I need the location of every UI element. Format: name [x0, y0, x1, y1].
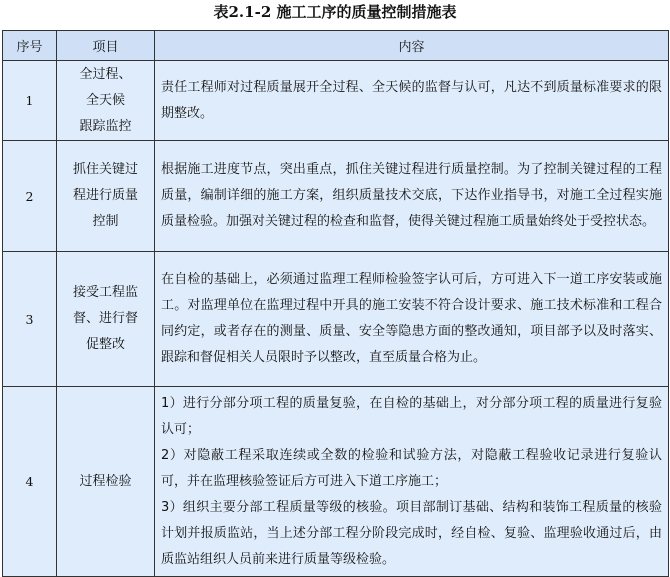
item-line: 过程检验 — [79, 473, 132, 489]
table-row — [3, 141, 669, 252]
row-item — [57, 141, 155, 252]
item-line: 跟踪监控 — [79, 118, 132, 134]
table-row — [3, 252, 669, 387]
row-content — [155, 252, 669, 387]
content-paragraph: 责任工程师对过程质量展开全过程、全天候的监督与认可，凡达不到质量标准要求的限期整改。 — [161, 79, 662, 121]
row-number: 2 — [3, 141, 57, 252]
item-line: 促整改 — [85, 337, 125, 352]
header-no: 序号 — [3, 31, 57, 61]
row-item — [57, 387, 155, 577]
table-row — [3, 387, 669, 577]
item-line: 接受工程监 — [72, 285, 138, 300]
item-line: 全天候 — [85, 92, 125, 108]
item-line: 控制 — [92, 214, 119, 229]
row-item — [57, 252, 155, 387]
row-number: 1 — [3, 61, 57, 141]
row-content — [155, 61, 669, 141]
content-paragraph: 3）组织主要分部工程质量等级的核验。项目部制订基础、结构和装饰工程质量的核验计划并报质监站，当上述分部工程分阶段完成时，经自检、复验、监理验收通过后，由质监站组织人员前来进行质量等级检验。 — [161, 499, 662, 567]
item-line: 抓住关键过 — [72, 162, 138, 177]
content-paragraph: 根据施工进度节点，突出重点，抓住关键过程进行质量控制。为了控制关键过程的工程质量，编制详细的施工方案，组织质量技术交底，下达作业指导书，对施工全过程实施质量检验。加强对关键过程的检查和监督，使得关键过程施工质量始终处于受控状态。 — [161, 162, 662, 229]
row-content — [155, 141, 669, 252]
table-row — [3, 61, 669, 141]
header-content: 内容 — [155, 31, 669, 61]
quality-control-table — [2, 30, 669, 577]
item-line: 程进行质量 — [72, 188, 138, 203]
header-item: 项目 — [57, 31, 155, 61]
row-number: 3 — [3, 252, 57, 387]
table-title: 表2.1-2 施工工序的质量控制措施表 — [213, 3, 457, 21]
content-paragraph: 2）对隐蔽工程采取连续或全数的检验和试验方法，对隐蔽工程验收记录进行复验认可，并在监理核验签证后方可进入下道工序施工； — [161, 447, 662, 489]
row-content — [155, 387, 669, 577]
content-paragraph: 在自检的基础上，必须通过监理工程师检验签字认可后，方可进入下一道工序安装或施工。对监理单位在监理过程中开具的施工安装不符合设计要求、施工技术标准和工程合同约定，或者存在的测量、质量、安全等隐患方面的整改通知，项目部予以及时落实、跟踪和督促相关人员限时予以整改，直至质量合格为止。 — [161, 272, 662, 365]
item-line: 全过程、 — [79, 66, 132, 82]
row-number: 4 — [3, 387, 57, 577]
item-line: 督、进行督 — [72, 311, 138, 326]
table-header-row — [3, 31, 669, 61]
content-paragraph: 1）进行分部分项工程的质量复验，在自检的基础上，对分部分项工程的质量进行复验认可； — [161, 395, 662, 437]
row-item — [57, 61, 155, 141]
